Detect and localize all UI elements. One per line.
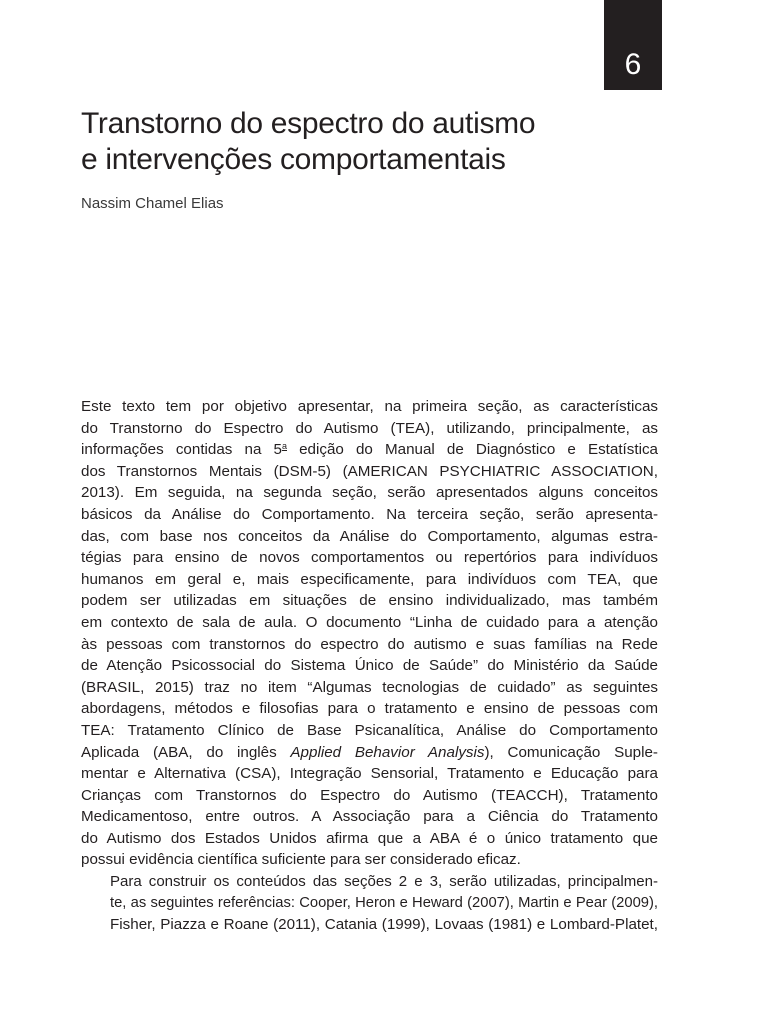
author-name: Nassim Chamel Elias — [81, 195, 224, 212]
text-line: podem ser utilizadas em situações de ensino individualizado, mas também — [81, 592, 658, 610]
text-segment: ), Comunicação Suple- — [484, 743, 658, 761]
text-line: Medicamentoso, entre outros. A Associação para a Ciência do Tratamento — [81, 808, 658, 826]
text-line: do Autismo dos Estados Unidos afirma que a ABA é o único tratamento que — [81, 829, 658, 847]
paragraph-2 — [81, 871, 658, 936]
text-line: 2013). Em seguida, na segunda seção, serão apresentados alguns conceitos — [81, 484, 658, 502]
italic-term: Applied Behavior Analysis — [290, 743, 485, 761]
text-line: às pessoas com transtornos do espectro do autismo e suas famílias na Rede — [81, 635, 658, 653]
text-line: em contexto de sala de aula. O documento “Linha de cuidado para a atenção — [81, 613, 658, 631]
paragraph-1 — [81, 396, 658, 871]
text-line — [81, 439, 658, 461]
text-line: Este texto tem por objetivo apresentar, na primeira seção, as características — [81, 398, 658, 415]
text-line: (BRASIL, 2015) traz no item “Algumas tecnologias de cuidado” as seguintes — [81, 678, 658, 696]
text-line: básicos da Análise do Comportamento. Na terceira seção, serão apresenta- — [81, 505, 658, 523]
text-line: tégias para ensino de novos comportamentos ou repertórios para indivíduos — [81, 549, 658, 567]
chapter-title-line-1: Transtorno do espectro do autismo — [81, 107, 536, 140]
chapter-title — [81, 106, 641, 178]
text-line: Fisher, Piazza e Roane (2011), Catania (1999), Lovaas (1981) e Lombard-Platet, — [110, 916, 658, 934]
text-line: mentar e Alternativa (CSA), Integração Sensorial, Tratamento e Educação para — [81, 765, 658, 783]
ordinal-superscript: a — [281, 441, 287, 452]
chapter-number-tab — [604, 0, 662, 90]
chapter-number: 6 — [624, 48, 642, 81]
text-line: humanos em geral e, mais especificamente, para indivíduos com TEA, que — [81, 570, 658, 588]
body-text — [81, 396, 658, 936]
text-line: abordagens, métodos e filosofias para o tratamento e ensino de pessoas com — [81, 700, 658, 718]
text-line — [81, 742, 658, 764]
text-line: possui evidência científica suficiente para ser considerado eficaz. — [81, 851, 521, 869]
text-segment: edição do Manual de Diagnóstico e Estatística — [287, 441, 659, 459]
text-line: dos Transtornos Mentais (DSM-5) (AMERICAN PSYCHIATRIC ASSOCIATION, — [81, 462, 658, 480]
chapter-title-line-2: e intervenções comportamentais — [81, 143, 506, 176]
text-line: TEA: Tratamento Clínico de Base Psicanalítica, Análise do Comportamento — [81, 721, 658, 739]
text-line: te, as seguintes referências: Cooper, Heron e Heward (2007), Martin e Pear (2009), — [110, 894, 658, 911]
text-line: de Atenção Psicossocial do Sistema Único de Saúde” do Ministério da Saúde — [81, 657, 658, 675]
text-line: Crianças com Transtornos do Espectro do Autismo (TEACCH), Tratamento — [81, 786, 658, 804]
text-line: das, com base nos conceitos da Análise do Comportamento, algumas estra- — [81, 527, 658, 545]
text-segment: Aplicada (ABA, do inglês — [81, 743, 291, 761]
text-line: Para construir os conteúdos das seções 2 e 3, serão utilizadas, principalmen- — [110, 873, 658, 891]
text-line: do Transtorno do Espectro do Autismo (TEA), utilizando, principalmente, as — [81, 419, 658, 437]
text-segment: informações contidas na 5 — [81, 441, 282, 459]
